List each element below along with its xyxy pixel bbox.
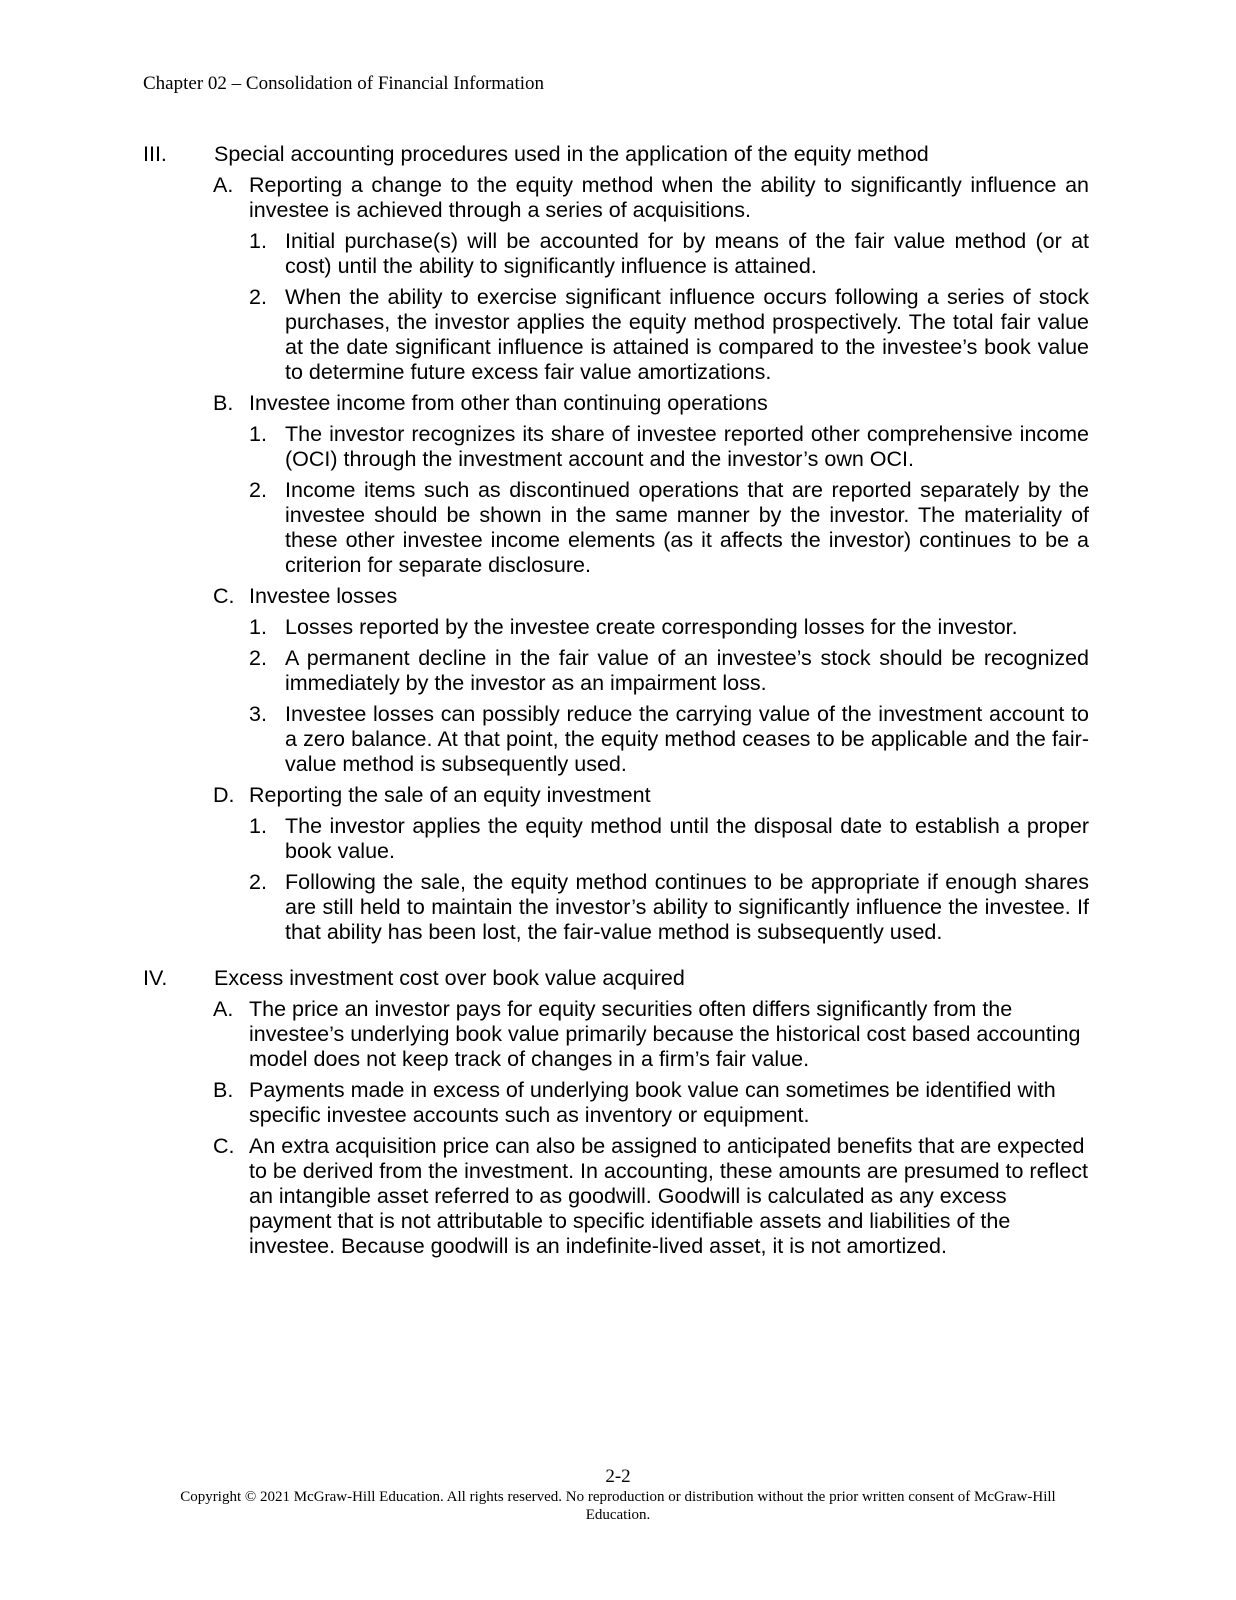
item-text: Investee losses — [249, 584, 398, 608]
outline-subitem-iii-c-3 — [249, 702, 1089, 777]
outline-subitem-iii-b-1 — [249, 422, 1089, 472]
outline-content — [143, 142, 1089, 1265]
subitem-number: 1. — [249, 422, 267, 446]
outline-item-iii-b — [213, 391, 1089, 416]
subitem-number: 2. — [249, 478, 267, 502]
page-footer — [0, 1466, 1236, 1524]
item-text: Reporting a change to the equity method when the ability to significantly influence an investee is achieved through a series of acquisitions. — [249, 173, 1089, 222]
section-title: Excess investment cost over book value acquired — [214, 966, 685, 990]
section-number: IV. — [143, 966, 168, 990]
item-text: Reporting the sale of an equity investment — [249, 783, 651, 807]
item-text: Payments made in excess of underlying book value can sometimes be identified with specific investee accounts such as inventory or equipment. — [249, 1078, 1056, 1127]
outline-item-iii-a — [213, 173, 1089, 223]
outline-subitem-iii-c-1 — [249, 615, 1089, 640]
item-text: Investee income from other than continuing operations — [249, 391, 768, 415]
subitem-number: 1. — [249, 229, 267, 253]
subitem-number: 1. — [249, 814, 267, 838]
subitem-number: 2. — [249, 285, 267, 309]
subitem-number: 2. — [249, 870, 267, 894]
outline-item-iv-b — [213, 1078, 1089, 1128]
subitem-number: 3. — [249, 702, 267, 726]
page-number: 2-2 — [605, 1466, 631, 1487]
subitem-text: Losses reported by the investee create corresponding losses for the investor. — [285, 615, 1018, 639]
subitem-text: Income items such as discontinued operations that are reported separately by the investee should be shown in the same manner by the investor. The materiality of these other investee income elements (as it affects the investor) continues to be a criterion for separate disclosure. — [285, 478, 1089, 577]
item-letter: B. — [213, 1078, 234, 1102]
subitem-text: The investor recognizes its share of investee reported other comprehensive income (OCI) through the investment account and the investor’s own OCI. — [285, 422, 1089, 471]
subitem-number: 2. — [249, 646, 267, 670]
copyright-notice: Copyright © 2021 McGraw-Hill Education. All rights reserved. No reproduction or distribution without the prior written consent of McGraw-Hill Education. — [180, 1489, 1056, 1523]
outline-subitem-iii-d-2 — [249, 870, 1089, 945]
outline-subitem-iii-a-2 — [249, 285, 1089, 385]
item-letter: D. — [213, 783, 235, 807]
item-letter: B. — [213, 391, 234, 415]
outline-subitem-iii-c-2 — [249, 646, 1089, 696]
outline-item-iv-c — [213, 1134, 1089, 1259]
item-letter: C. — [213, 1134, 235, 1158]
item-letter: C. — [213, 584, 235, 608]
subitem-text: When the ability to exercise significant influence occurs following a series of stock purchases, the investor applies the equity method prospectively. The total fair value at the date significant influence is attained is compared to the investee’s book value to determine future excess fair value amortizations. — [285, 285, 1089, 384]
outline-item-iii-d — [213, 783, 1089, 808]
item-letter: A. — [213, 173, 234, 197]
subitem-text: A permanent decline in the fair value of an investee’s stock should be recognized immediately by the investor as an impairment loss. — [285, 646, 1089, 695]
item-text: An extra acquisition price can also be assigned to anticipated benefits that are expected to be derived from the investment. In accounting, these amounts are presumed to reflect an intangible asset referred to as goodwill. Goodwill is calculated as any excess payment that is not attributable to specific identifiable assets and liabilities of the investee. Because goodwill is an indefinite-lived asset, it is not amortized. — [249, 1134, 1088, 1258]
subitem-text: The investor applies the equity method until the disposal date to establish a proper book value. — [285, 814, 1089, 863]
section-iv — [143, 966, 1089, 1259]
subitem-text: Initial purchase(s) will be accounted for by means of the fair value method (or at cost) until the ability to significantly influence is attained. — [285, 229, 1089, 278]
outline-item-iii-c — [213, 584, 1089, 609]
outline-subitem-iii-a-1 — [249, 229, 1089, 279]
item-letter: A. — [213, 997, 234, 1021]
chapter-header: Chapter 02 – Consolidation of Financial Information — [143, 73, 545, 94]
subitem-text: Following the sale, the equity method continues to be appropriate if enough shares are still held to maintain the investor’s ability to significantly influence the investee. If that ability has been lost, the fair-value method is subsequently used. — [285, 870, 1089, 944]
outline-subitem-iii-b-2 — [249, 478, 1089, 578]
section-number: III. — [143, 142, 167, 166]
subitem-number: 1. — [249, 615, 267, 639]
item-text: The price an investor pays for equity securities often differs significantly from the investee’s underlying book value primarily because the historical cost based accounting model does not keep track of changes in a firm’s fair value. — [249, 997, 1081, 1071]
subitem-text: Investee losses can possibly reduce the carrying value of the investment account to a zero balance. At that point, the equity method ceases to be applicable and the fair-value method is subsequently used. — [285, 702, 1089, 776]
outline-item-iv-a — [213, 997, 1089, 1072]
outline-subitem-iii-d-1 — [249, 814, 1089, 864]
section-title: Special accounting procedures used in the application of the equity method — [214, 142, 929, 166]
section-iii — [143, 142, 1089, 945]
